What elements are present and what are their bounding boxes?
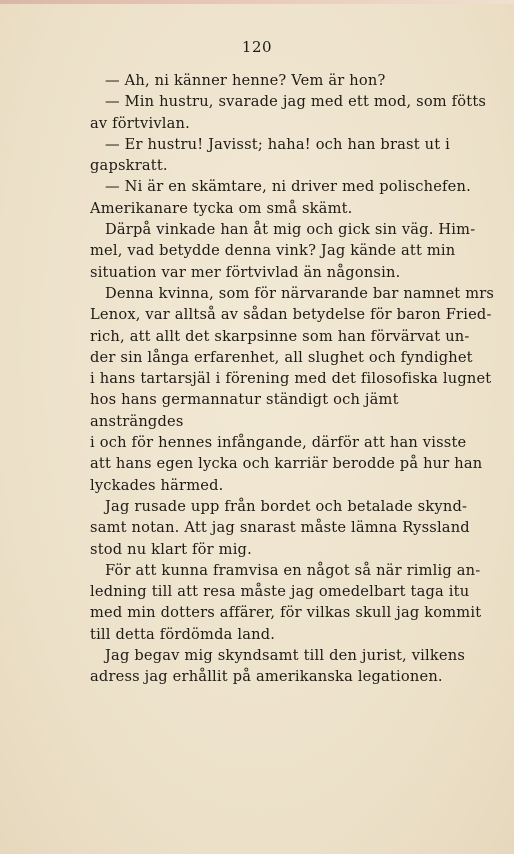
paragraph: Denna kvinna, som för närvarande bar namnet mrs Lenox, var alltså av sådan betydelse för baron Fried- rich, att allt det skarpsinne som han förvärvat un- der sin långa erfarenhet, all slughet och fyndighet i hans tartarsjäl i förening med det filosofiska lugnet hos hans germannatur ständigt och jämt ansträngdes i och för hennes infångande, därför att han visste att hans egen lycka och karriär berodde på hur han lyckades härmed. <box>90 284 495 494</box>
paragraph: Jag rusade upp från bordet och betalade skynd- samt notan. Att jag snarast måste lämna Ryssland stod nu klart för mig. <box>90 497 470 558</box>
paragraph: — Ah, ni känner henne? Vem är hon? <box>105 72 386 89</box>
page-number: 120 <box>241 38 273 56</box>
page-top-edge <box>0 0 514 4</box>
paragraph: — Ni är en skämtare, ni driver med polischefen. Amerikanare tycka om små skämt. <box>90 178 471 217</box>
paragraph: — Min hustru, svarade jag med ett mod, som fötts av förtvivlan. <box>90 93 487 132</box>
body-text <box>90 70 495 688</box>
paragraph: Jag begav mig skyndsamt till den jurist, vilkens adress jag erhållit på amerikanska legationen. <box>90 647 466 686</box>
paragraph: För att kunna framvisa en något så när rimlig an- ledning till att resa måste jag omedelbart taga itu med min dotters affärer, för vilkas skull jag kommit till detta fördömda land. <box>90 561 482 643</box>
paragraph: — Er hustru! Javisst; haha! och han brast ut i gapskratt. <box>90 135 451 175</box>
paragraph: Därpå vinkade han åt mig och gick sin väg. Him- mel, vad betydde denna vink? Jag kände att min situation var mer förtvivlad än någonsin. <box>90 221 476 281</box>
